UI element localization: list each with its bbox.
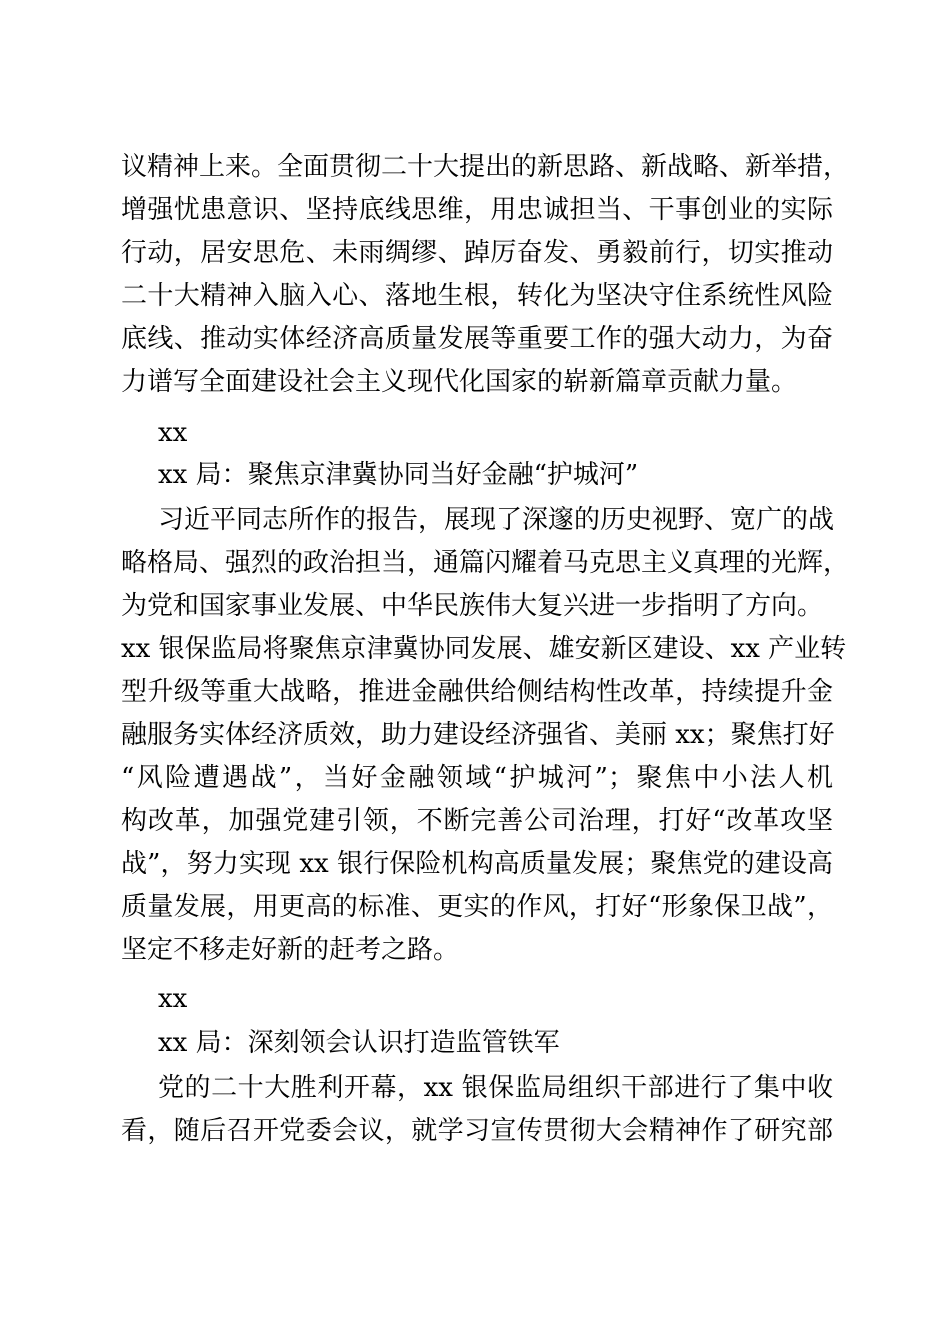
body-text-line: 融服务实体经济质效，助力建设经济强省、美丽 xx；聚焦打好 <box>121 720 835 750</box>
body-text-line: 二十大精神入脑入心、落地生根，转化为坚决守住系统性风险 <box>121 281 833 311</box>
section-source: xx <box>158 984 188 1014</box>
body-text-line: 质量发展，用更高的标准、更实的作风，打好“形象保卫战”， <box>121 892 833 922</box>
body-text-line: 增强忧患意识、坚持底线思维，用忠诚担当、干事创业的实际 <box>121 195 833 225</box>
section-source: xx <box>158 418 188 448</box>
body-text-line: “风险遭遇战”，当好金融领域“护城河”；聚焦中小法人机 <box>121 763 833 793</box>
body-text-line: 战”，努力实现 xx 银行保险机构高质量发展；聚焦党的建设高 <box>121 849 833 879</box>
body-text-line: 行动，居安思危、未雨绸缪、踔厉奋发、勇毅前行，切实推动 <box>121 238 833 268</box>
body-text-line: 力谱写全面建设社会主义现代化国家的崭新篇章贡献力量。 <box>121 367 798 397</box>
section-title: xx 局：深刻领会认识打造监管铁军 <box>158 1028 560 1058</box>
body-text-line: 议精神上来。全面贯彻二十大提出的新思路、新战略、新举措， <box>121 152 850 182</box>
body-text-line: 习近平同志所作的报告，展现了深邃的历史视野、宽广的战 <box>158 505 835 535</box>
body-text-line: 看，随后召开党委会议，就学习宣传贯彻大会精神作了研究部 <box>121 1116 833 1146</box>
body-text-line: 型升级等重大战略，推进金融供给侧结构性改革，持续提升金 <box>121 677 833 707</box>
body-text-line: 构改革，加强党建引领，不断完善公司治理，打好“改革攻坚 <box>121 806 833 836</box>
body-text-line: 底线、推动实体经济高质量发展等重要工作的强大动力，为奋 <box>121 324 833 354</box>
section-title: xx 局：聚焦京津冀协同当好金融“护城河” <box>158 460 639 490</box>
body-text-line: 为党和国家事业发展、中华民族伟大复兴进一步指明了方向。 <box>121 591 824 621</box>
body-text-line: 略格局、强烈的政治担当，通篇闪耀着马克思主义真理的光辉， <box>121 548 850 578</box>
body-text-line: 党的二十大胜利开幕，xx 银保监局组织干部进行了集中收 <box>158 1073 833 1103</box>
body-text-line: 坚定不移走好新的赶考之路。 <box>121 935 460 965</box>
body-text-line: xx 银保监局将聚焦京津冀协同发展、雄安新区建设、xx 产业转 <box>121 634 847 664</box>
